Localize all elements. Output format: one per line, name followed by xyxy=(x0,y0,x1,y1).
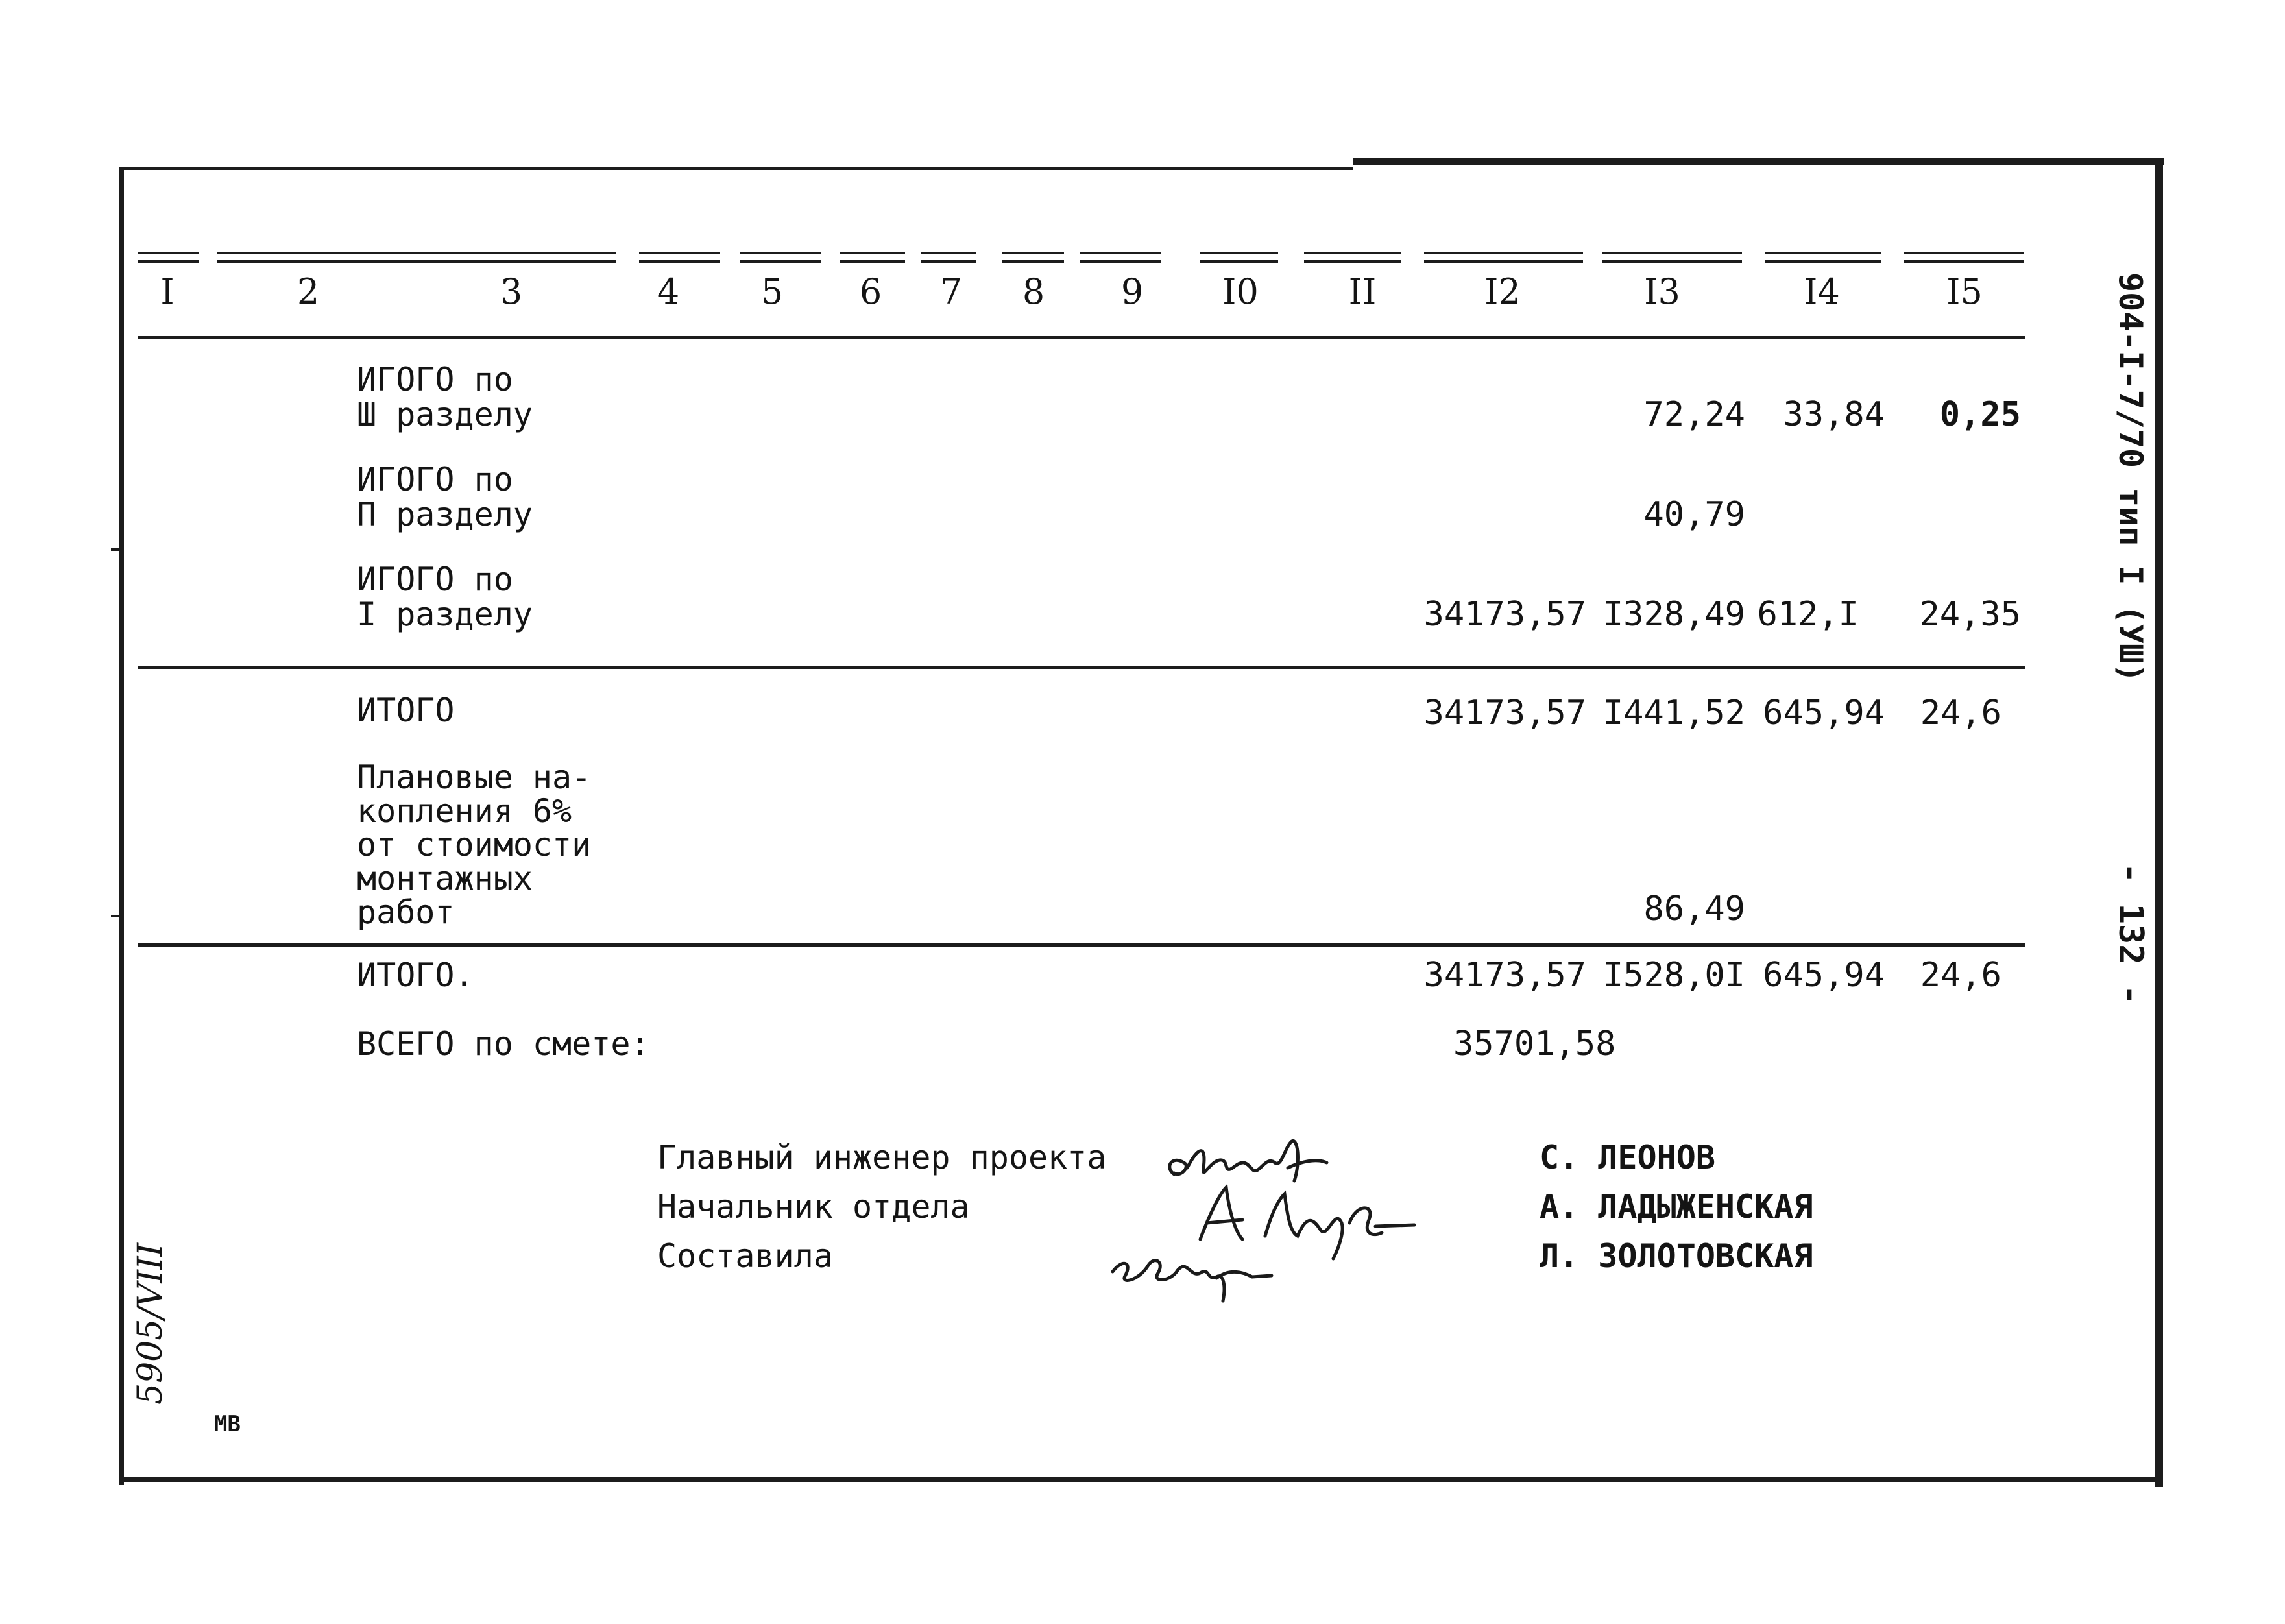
column-number: II xyxy=(1348,271,1377,312)
header-rule-segment xyxy=(1200,252,1278,263)
header-rule-segment xyxy=(1602,252,1742,263)
row-label: ИГОГО по I разделу xyxy=(357,561,533,633)
cell-col14: 33,84 xyxy=(1783,395,1885,434)
frame-tick-mark xyxy=(111,915,121,917)
page-number: - 132 - xyxy=(2111,863,2150,1006)
document-code: 904-I-7/70 тип I (УШ) xyxy=(2112,273,2149,683)
header-rule-segment xyxy=(1080,252,1161,263)
signatory-name: С. ЛЕОНОВ xyxy=(1540,1139,1715,1176)
page-number-vertical xyxy=(2109,863,2160,1006)
cell-col13: I441,52 xyxy=(1602,694,1745,733)
column-number: 3 xyxy=(500,271,523,312)
column-number: 8 xyxy=(1022,271,1045,312)
cell-col14: 645,94 xyxy=(1763,956,1885,995)
column-number: I4 xyxy=(1804,271,1840,312)
frame-bottom-line xyxy=(119,1477,2163,1482)
row-label: ИТОГО. xyxy=(357,956,474,994)
column-number: I xyxy=(160,271,175,312)
signature-title: Главный инженер проекта xyxy=(657,1139,1107,1176)
section-rule xyxy=(138,666,2025,669)
header-rule-segment xyxy=(1765,252,1881,263)
cell-col12: 34173,57 xyxy=(1423,956,1586,995)
header-rule-segment xyxy=(639,252,720,263)
row-label: ИГОГО по Ш разделу xyxy=(357,361,533,433)
section-rule xyxy=(138,943,2025,947)
column-number: 9 xyxy=(1120,271,1144,312)
cell-col12: 34173,57 xyxy=(1423,694,1586,733)
corner-mark: МВ xyxy=(214,1411,241,1437)
column-number: I0 xyxy=(1222,271,1259,312)
cell-col13: 72,24 xyxy=(1643,395,1745,434)
column-number: 4 xyxy=(657,271,680,312)
row-label: Плановые на- копления 6% от стоимости монтажных работ xyxy=(357,758,592,931)
handwritten-signature xyxy=(1103,1226,1285,1311)
frame-left-line xyxy=(119,167,124,1485)
frame-top-thick-line xyxy=(1353,158,2164,165)
header-rule-segment xyxy=(921,252,976,263)
column-number: 5 xyxy=(760,271,784,312)
column-number: I3 xyxy=(1644,271,1680,312)
cell-col14: 612,I xyxy=(1757,595,1859,634)
column-number: 6 xyxy=(859,271,882,312)
grand-total-value: 35701,58 xyxy=(1453,1024,1616,1063)
cell-col13: I328,49 xyxy=(1602,595,1745,634)
cell-col13: 86,49 xyxy=(1643,890,1745,928)
row-label: ИГОГО по П разделу xyxy=(357,461,533,533)
cell-col13: I528,0I xyxy=(1602,956,1745,995)
frame-top-line xyxy=(120,167,1353,170)
archive-code-vertical xyxy=(130,1223,182,1405)
cell-col13: 40,79 xyxy=(1643,495,1745,534)
header-rule-segment xyxy=(740,252,821,263)
column-number: 7 xyxy=(939,271,963,312)
header-rule-segment xyxy=(1002,252,1064,263)
header-rule-segment xyxy=(840,252,905,263)
row-label: ИТОГО xyxy=(357,692,455,729)
frame-tick-mark xyxy=(111,548,121,551)
signatory-name: Л. ЗОЛОТОВСКАЯ xyxy=(1540,1237,1813,1275)
header-rule-segment xyxy=(138,252,199,263)
grand-total-label: ВСЕГО по смете: xyxy=(357,1025,650,1063)
column-number: I5 xyxy=(1946,271,1983,312)
cell-col15: 0,25 xyxy=(1939,395,2021,434)
column-number: I2 xyxy=(1484,271,1521,312)
cell-col12: 34173,57 xyxy=(1423,595,1586,634)
header-rule-segment xyxy=(1424,252,1583,263)
cell-col14: 645,94 xyxy=(1763,694,1885,733)
cell-col15: 24,6 xyxy=(1920,956,2001,995)
header-rule-segment xyxy=(1904,252,2024,263)
header-rule-segment xyxy=(1304,252,1401,263)
signatory-name: А. ЛАДЫЖЕНСКАЯ xyxy=(1540,1188,1813,1226)
archive-code: 5905/VIII xyxy=(131,1242,170,1405)
document-code-vertical xyxy=(2109,273,2160,727)
header-rule-segment xyxy=(217,252,616,263)
signature-title: Составила xyxy=(657,1237,833,1275)
header-bottom-rule xyxy=(138,336,2025,339)
cell-col15: 24,35 xyxy=(1919,595,2021,634)
cell-col15: 24,6 xyxy=(1920,694,2001,733)
signature-title: Начальник отдела xyxy=(657,1188,970,1226)
column-number: 2 xyxy=(296,271,320,312)
